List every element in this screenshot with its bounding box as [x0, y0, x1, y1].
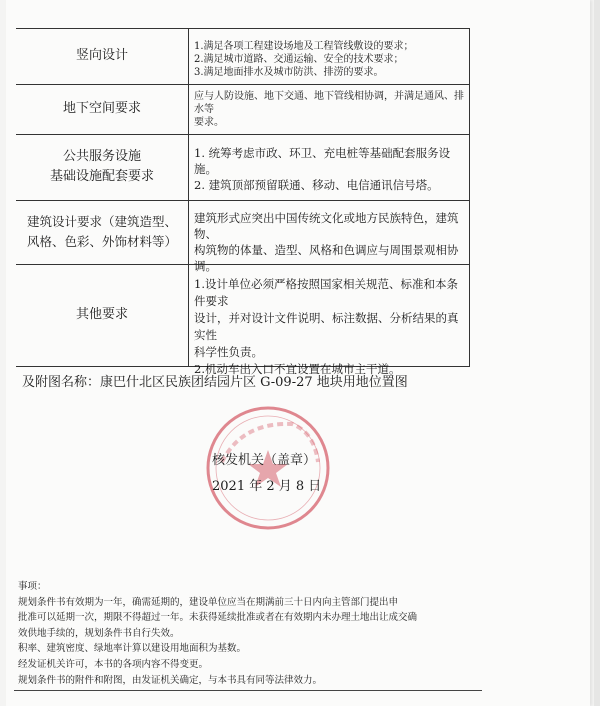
- content-line: 构筑物的体量、造型、风格和色调应与周围景观相协调。: [194, 243, 459, 273]
- content-line: 1.设计单位必须严格按照国家相关规范、标准和本条件要求: [194, 277, 458, 308]
- row-content-architectural-design: [194, 210, 466, 274]
- note-line: 批准可以延期一次，期限不得超过一年。未获得延续批准或者在有效期内未办理土地出让成交确: [18, 612, 418, 624]
- row-content-other-requirements: [194, 276, 466, 378]
- label-line: 建筑设计要求（建筑造型、: [26, 214, 177, 229]
- attachment-name: 及附图名称：康巴什北区民族团结园片区 G-09-27 地块用地位置图: [22, 375, 408, 390]
- note-line: 积率、建筑密度、绿地率计算以建设用地面积为基数。: [18, 643, 247, 655]
- note-line: 效供地手续的，规划条件书自行失效。: [18, 627, 180, 639]
- document-page: [6, 0, 590, 706]
- content-line: 3.满足地面排水及城市防洪、排涝的要求。: [194, 67, 384, 78]
- content-line: 设计，并对设计文件说明、标注数据、分析结果的真实性: [194, 311, 459, 342]
- content-line: 2.机动车出入口不宜设置在城市主干道。: [194, 362, 401, 376]
- row-label-vertical-design: 竖向设计: [75, 48, 128, 63]
- issue-date: 2021 年 2 月 8 日: [212, 479, 322, 494]
- content-line: 1. 统筹考虑市政、环卫、充电桩等基础配套服务设施。: [194, 146, 451, 176]
- content-line: 要求。: [194, 117, 224, 128]
- bottom-rule: [14, 690, 482, 691]
- content-line: 建筑形式应突出中国传统文化或地方民族特色，建筑物、: [194, 211, 459, 241]
- row-label-other-requirements: 其他要求: [75, 307, 128, 322]
- content-line: 2. 建筑顶部预留联通、移动、电信通讯信号塔。: [194, 178, 439, 192]
- label-line: 风格、色彩、外饰材料等）: [26, 234, 177, 249]
- row-label-public-facilities: [16, 134, 188, 200]
- row-content-public-facilities: [194, 145, 466, 193]
- issuing-authority: 核发机关（盖章）: [212, 453, 317, 468]
- note-line: 规划条件书的附件和附图，由发证机关确定，与本书具有同等法律效力。: [18, 674, 323, 686]
- notes-title: 事项：: [18, 581, 47, 592]
- table-column-rule: [469, 28, 470, 367]
- table-column-rule: [188, 28, 189, 367]
- official-seal-stamp: [202, 402, 334, 534]
- note-line: 经发证机关许可，本书的各项内容不得变更。: [18, 658, 209, 670]
- row-content-vertical-design: [194, 40, 466, 79]
- content-line: 科学性负责。: [194, 345, 263, 359]
- row-label-underground-space: 地下空间要求: [62, 101, 141, 116]
- label-line: 公共服务设施: [62, 149, 141, 164]
- notes-section: [18, 579, 488, 688]
- row-content-underground-space: [194, 90, 466, 129]
- content-line: 应与人防设施、地下交通、地下管线相协调，并满足通风、排水等: [194, 91, 464, 115]
- content-line: 1.满足各项工程建设场地及工程管线敷设的要求；: [194, 41, 414, 52]
- note-line: 规划条件书有效期为一年，确需延期的，建设单位应当在期满前三十日内向主管部门提出申: [18, 596, 399, 608]
- label-line: 基础设施配套要求: [49, 169, 154, 184]
- row-label-architectural-design: [16, 200, 188, 264]
- planning-conditions-table: [16, 28, 470, 376]
- content-line: 2.满足城市道路、交通运输、安全的技术要求；: [194, 54, 404, 65]
- page-edge: [594, 0, 600, 706]
